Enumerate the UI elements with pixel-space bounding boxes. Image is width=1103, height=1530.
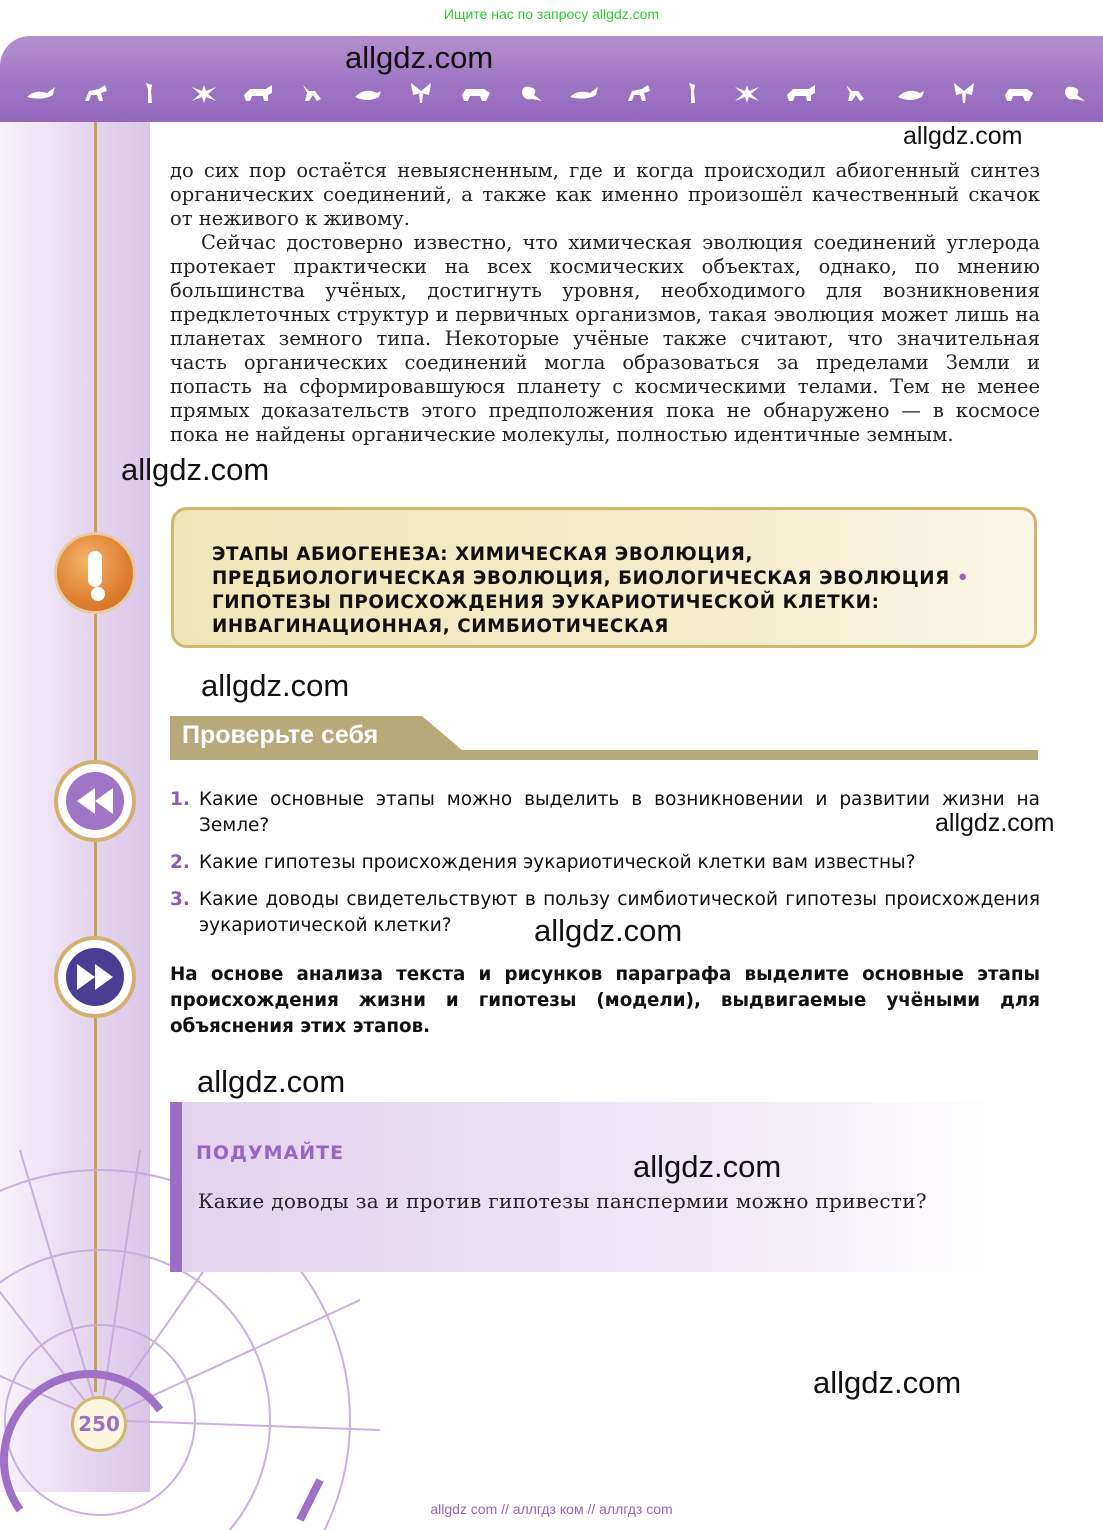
- animal-silhouette-icon: [728, 76, 766, 110]
- footer-links: allgdz com // аллгдз ком // аллгдз com: [430, 1501, 673, 1517]
- animal-silhouette-icon: [239, 76, 277, 110]
- animal-silhouette-icon: [457, 76, 495, 110]
- question-text: Какие основные этапы можно выделить в возникновении и развитии жизни на Земле?: [199, 789, 1040, 836]
- watermark: allgdz.com: [345, 40, 494, 75]
- watermark: allgdz.com: [201, 668, 350, 703]
- question-text: Какие гипотезы происхождения эукариотической клетки вам известны?: [199, 852, 916, 873]
- animal-silhouette-icon: [1000, 76, 1038, 110]
- section-title: Проверьте себя: [182, 721, 379, 749]
- think-box: [170, 1102, 1010, 1272]
- watermark: allgdz.com: [633, 1149, 782, 1184]
- animal-silhouette-icon: [76, 76, 114, 110]
- page-number: 250: [71, 1396, 127, 1452]
- body-text: [170, 159, 1040, 447]
- key-concepts-text: [212, 543, 1012, 639]
- question-item: [170, 787, 1040, 839]
- animal-silhouette-icon: [565, 76, 603, 110]
- animal-silhouette-icon: [945, 76, 983, 110]
- fast-forward-icon[interactable]: [54, 936, 136, 1018]
- key-concepts-box: [171, 507, 1037, 648]
- watermark: allgdz.com: [121, 452, 270, 487]
- top-search-hint: Ищите нас по запросу allgdz.com: [443, 6, 660, 22]
- animal-silhouette-icon: [185, 76, 223, 110]
- question-number: 3.: [170, 889, 190, 910]
- animal-silhouette-icon: [782, 76, 820, 110]
- animal-silhouette-icon: [294, 76, 332, 110]
- watermark: allgdz.com: [903, 122, 1023, 150]
- question-text: Какие доводы свидетельствуют в пользу симбиотической гипотезы происхождения эукариотической клетки?: [199, 889, 1040, 936]
- think-question: Какие доводы за и против гипотезы панспермии можно привести?: [198, 1189, 927, 1213]
- watermark: allgdz.com: [813, 1365, 962, 1400]
- animal-silhouette-icon: [891, 76, 929, 110]
- bullet-separator: •: [956, 568, 970, 589]
- rewind-icon[interactable]: [54, 760, 136, 842]
- question-number: 1.: [170, 789, 190, 810]
- paragraph: Сейчас достоверно известно, что химическая эволюция соединений углерода протекает практически на всех космических объектах, однако, по мнению большинства учёных, достигнуть уровня, необходимого для возникновения предклеточных структур и первичных организмов, такая эволюция может лишь на планетах земного типа. Некоторые учёные также считают, что значительная часть органических соединений могла образоваться за пределами Земли и попасть на сформировавшуюся планету с космическими телами. Тем не менее прямых доказательств этого предположения пока не обнаружено — в космосе пока не найдены органические молекулы, полностью идентичные земным.: [170, 231, 1040, 446]
- animal-silhouette-icon: [348, 76, 386, 110]
- animal-silhouette-icon: [1054, 76, 1092, 110]
- paragraph: до сих пор остаётся невыясненным, где и когда происходил абиогенный синтез органических соединений, а также как именно произошёл качественный скачок от неживого к живому.: [170, 159, 1040, 230]
- exclamation-icon: [54, 532, 136, 614]
- animal-silhouette-icon: [402, 76, 440, 110]
- watermark: allgdz.com: [197, 1064, 346, 1099]
- animal-silhouette-icon: [619, 76, 657, 110]
- key-concepts-part1: ЭТАПЫ АБИОГЕНЕЗА: ХИМИЧЕСКАЯ ЭВОЛЮЦИЯ, ПРЕДБИОЛОГИЧЕСКАЯ ЭВОЛЮЦИЯ, БИОЛОГИЧЕСКАЯ ЭВОЛЮЦИЯ: [212, 544, 950, 589]
- animal-silhouette-icon: [131, 76, 169, 110]
- question-number: 2.: [170, 852, 190, 873]
- animal-silhouette-icon: [511, 76, 549, 110]
- key-concepts-part2: ГИПОТЕЗЫ ПРОИСХОЖДЕНИЯ ЭУКАРИОТИЧЕСКОЙ КЛЕТКИ: ИНВАГИНАЦИОННАЯ, СИМБИОТИЧЕСКАЯ: [212, 592, 880, 637]
- watermark: allgdz.com: [534, 913, 683, 948]
- think-title: ПОДУМАЙТЕ: [196, 1142, 345, 1164]
- watermark: allgdz.com: [935, 809, 1055, 837]
- question-item: [170, 850, 1040, 876]
- animal-silhouette-icon: [674, 76, 712, 110]
- task-text: На основе анализа текста и рисунков параграфа выделите основные этапы происхождения жизни и гипотезы (модели), выдвигаемые учёными для объяснения этих этапов.: [170, 964, 1040, 1037]
- animal-silhouette-icon: [837, 76, 875, 110]
- animal-silhouette-strip: [22, 76, 1092, 110]
- animal-silhouette-icon: [22, 76, 60, 110]
